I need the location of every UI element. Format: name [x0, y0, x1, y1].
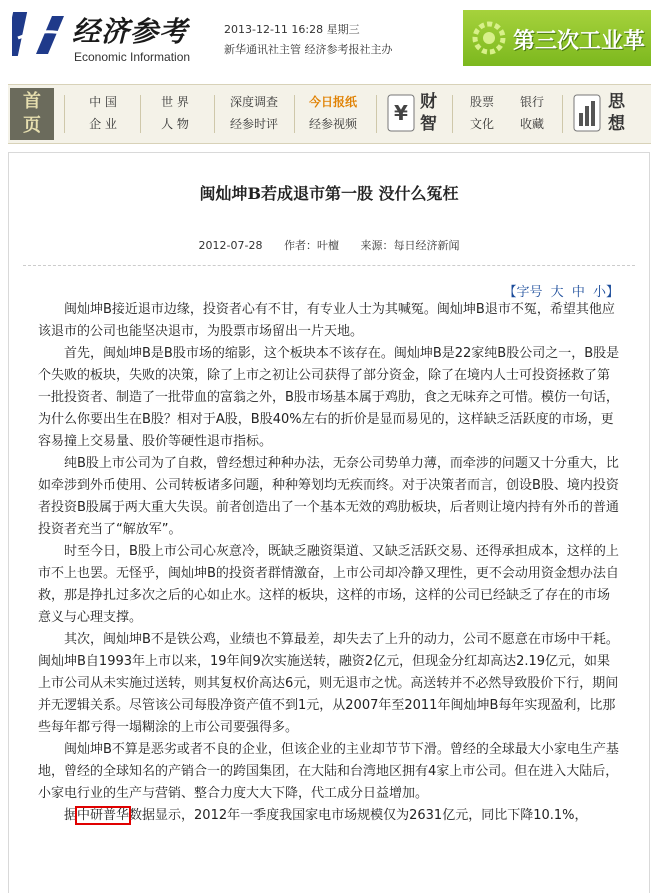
ad-banner[interactable] [463, 10, 651, 66]
nav-divider [376, 95, 377, 133]
svg-text:¥: ¥ [394, 101, 408, 125]
nav-link-today-paper[interactable]: 今日报纸 [308, 95, 357, 109]
paragraph: 闽灿坤B接近退市边缘，投资者心有不甘，有专业人士为其喊冤。闽灿坤B退市不冤，希望其他应该退市的公司也能坚决退市，为股票市场留出一片天地。 [38, 302, 615, 339]
logo-mark-icon [12, 8, 68, 60]
paragraph [38, 805, 621, 827]
logo-english-name: Economic Information [74, 50, 191, 64]
nav-group-6 [512, 91, 552, 135]
highlighted-link[interactable]: 中研普华 [77, 808, 130, 823]
nav-link-people[interactable]: 人 物 [161, 117, 189, 131]
font-size-label: 【字号 [503, 285, 543, 300]
nav-section-caizhi[interactable]: 财 智 [420, 92, 437, 134]
article-title: 闽灿坤B若成退市第一股 没什么冤枉 [199, 184, 459, 203]
nav-divider [294, 95, 295, 133]
logo-chinese-name: 经济参考 [72, 15, 189, 48]
nav-divider [452, 95, 453, 133]
meta-divider [23, 265, 635, 266]
nav-group-1 [78, 91, 128, 135]
nav-home[interactable]: 首 页 [10, 88, 54, 140]
header-datetime: 2013-12-11 16:28 星期三 [224, 23, 360, 36]
article-date: 2012-07-28 [198, 239, 263, 252]
nav-link-video[interactable]: 经参视频 [308, 117, 357, 131]
nav-link-stocks[interactable]: 股票 [469, 95, 494, 109]
font-size-large-link[interactable]: 大 [550, 285, 564, 300]
article [8, 152, 650, 893]
bar-chart-icon [572, 93, 602, 133]
last-line-prefix: 据 [64, 808, 78, 823]
gear-icon [469, 16, 509, 60]
nav-divider [64, 95, 65, 133]
nav-divider [140, 95, 141, 133]
nav-divider [214, 95, 215, 133]
paragraph: 时至今日，B股上市公司心灰意冷，既缺乏融资渠道、又缺乏活跃交易、还得承担成本，这样的上市不上也罢。无怪乎，闽灿坤B的投资者群情激奋，上市公司却冷静又理性，更不会动用资金想办法自救，那是挣扎过多次之后的心如止水。这样的板块，这样的市场，这样的公司已经缺乏了存在的市场意义与心理支撑。 [38, 544, 619, 625]
paragraph: 纯B股上市公司为了自救，曾经想过种种办法，无奈公司势单力薄，而牵涉的问题又十分重大，比如牵涉到外币使用、公司转板诸多问题，种种筹划均无疾而终。对于决策者而言，创设B股、境内投资者投资B股属于两大重大失误。前者创造出了一个基本无效的鸡肋板块，后者则让境内持有外币的普通投资者充当了“解放军”。 [38, 456, 619, 537]
nav-group-2 [150, 91, 200, 135]
font-size-small-link[interactable]: 小】 [592, 285, 619, 300]
main-nav [8, 84, 651, 144]
nav-link-bank[interactable]: 银行 [519, 95, 544, 109]
nav-link-china[interactable]: 中 国 [89, 95, 117, 109]
header-sponsor: 新华通讯社主管 经济参考报社主办 [224, 43, 393, 56]
nav-group-5 [462, 91, 502, 135]
nav-group-4 [300, 91, 366, 135]
yen-icon [386, 93, 416, 133]
nav-link-investigation[interactable]: 深度调查 [229, 95, 278, 109]
article-source: 来源：每日经济新闻 [360, 239, 460, 252]
nav-link-culture[interactable]: 文化 [469, 117, 494, 131]
paragraph: 首先，闽灿坤B是B股市场的缩影，这个板块本不该存在。闽灿坤B是22家纯B股公司之一，B股是个失败的板块，失败的决策，除了上市之初让公司获得了部分资金，除了在境内人士可投资拯救了第一批投资者、制造了一批带血的富翁之外，B股市场基本属于鸡肋，食之无味弃之可惜。模仿一句话，为什么你要出生在B股？相对于A股，B股40%左右的折价是显而易见的，这样缺乏活跃度的市场，更容易撞上交易量、股价等硬性退市指标。 [38, 346, 620, 449]
article-body [38, 299, 621, 827]
site-header [0, 0, 651, 82]
nav-section-sixiang[interactable]: 思 想 [608, 92, 625, 134]
paragraph: 其次，闽灿坤B不是铁公鸡，业绩也不算最差，却失去了上升的动力，公司不愿意在市场中干耗。闽灿坤B自1993年上市以来，19年间9次实施送转，融资2亿元，但现金分红却高达2.19亿元，如果上市公司从未实施过送转，则其复权价高达6元，则无退市之忧。高送转并不必然导致股价下行，期间并无逻辑关系。尽管该公司每股净资产值不到1元，从2007年至2011年闽灿坤B每年实现盈利，比那些每年都亏得一塌糊涂的上市公司要强得多。 [38, 632, 619, 735]
nav-link-enterprise[interactable]: 企 业 [89, 117, 117, 131]
header-info [224, 20, 393, 60]
article-author: 作者：叶檀 [283, 239, 339, 252]
nav-group-3 [222, 91, 286, 135]
nav-link-world[interactable]: 世 界 [161, 95, 189, 109]
ad-banner-text: 第三次工业革 [513, 29, 646, 54]
article-meta [9, 237, 649, 253]
nav-divider [562, 95, 563, 133]
font-size-medium-link[interactable]: 中 [571, 285, 585, 300]
font-size-switcher [500, 281, 619, 300]
last-line-suffix: 数据显示，2012年一季度我国家电市场规模仅为2631亿元，同比下降10.1%， [129, 808, 588, 823]
nav-link-collection[interactable]: 收藏 [519, 117, 544, 131]
site-logo[interactable] [12, 6, 212, 66]
paragraph: 闽灿坤B不算是恶劣或者不良的企业，但该企业的主业却节节下滑。曾经的全球最大小家电生产基地，曾经的全球知名的产销合一的跨国集团，在大陆和台湾地区拥有4家上市公司。但在进入大陆后，小家电行业的生产与营销、整合力度大大下降，代工成分日益增加。 [38, 742, 619, 801]
nav-link-commentary[interactable]: 经参时评 [229, 117, 278, 131]
